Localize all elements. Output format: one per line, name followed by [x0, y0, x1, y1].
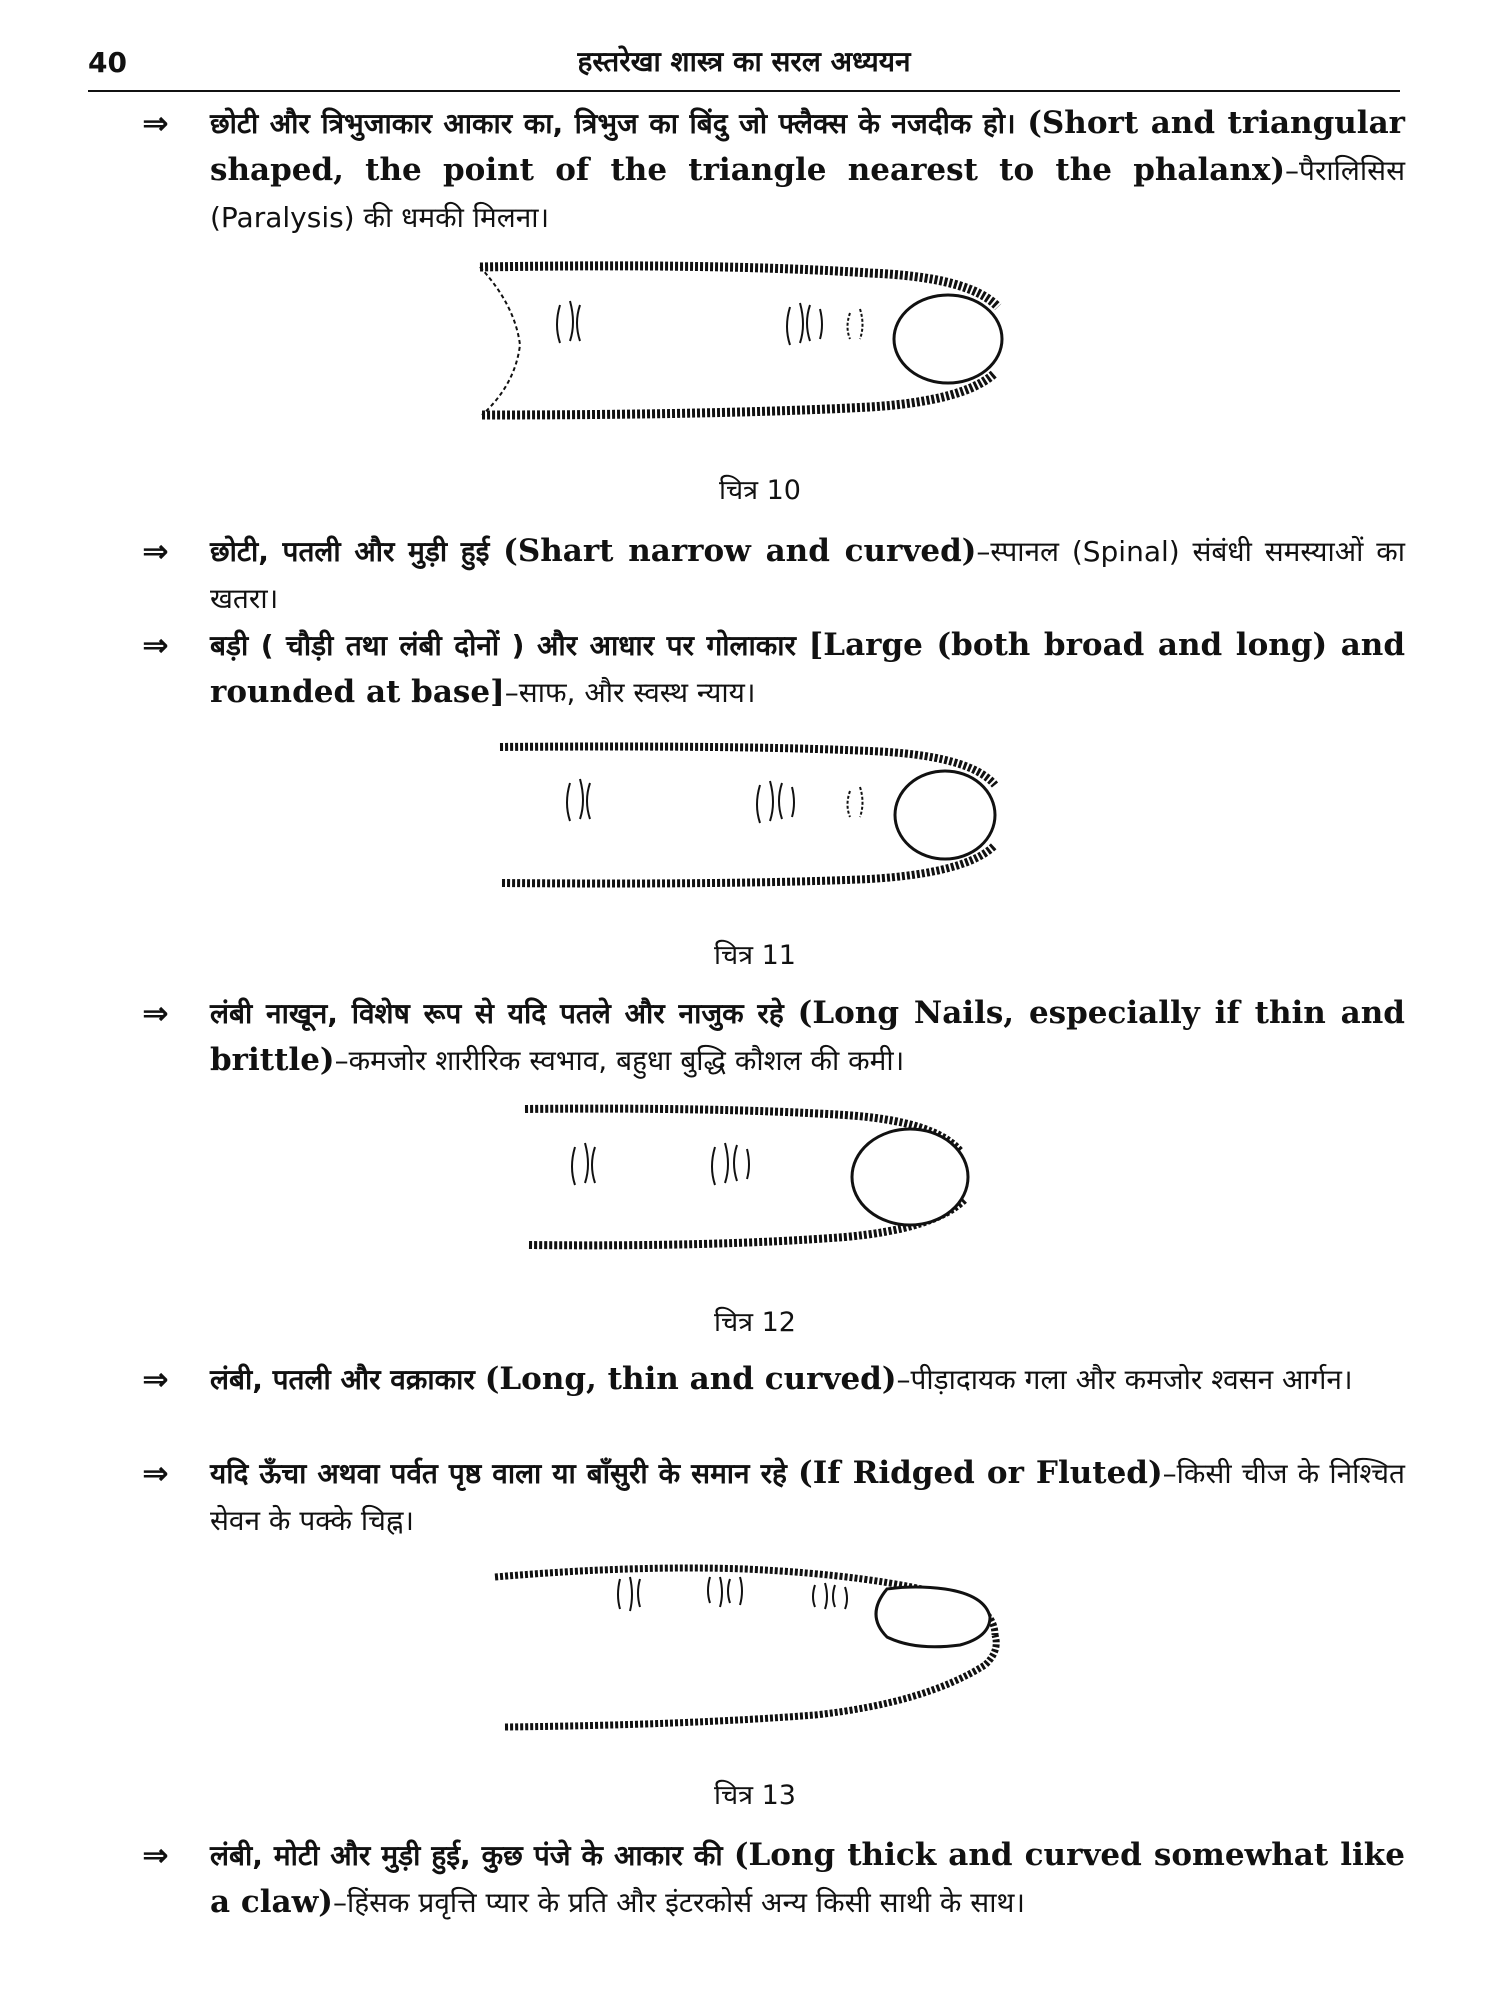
entry-hindi-heading: यदि ऊँचा अथवा पर्वत पृष्ठ वाला या बाँसुरी के समान रहे	[210, 1457, 787, 1490]
nail-entry	[142, 990, 1405, 1084]
entry-english-heading: (Short and triangular shaped, the point of the triangle nearest to the phalanx)	[210, 105, 1406, 188]
figure-caption: चित्र 11	[714, 940, 796, 971]
figure-caption: चित्र 13	[714, 1780, 796, 1811]
entry-description: –किसी चीज के निश्चित सेवन के पक्के चिह्न।	[210, 1457, 1406, 1537]
nail-entry	[142, 1356, 1405, 1403]
finger-illustration	[515, 1095, 985, 1255]
arrow-icon: ⇒	[142, 1360, 169, 1398]
page-header	[88, 38, 1400, 92]
entry-description: –स्पानल (Spinal) संबंधी समस्याओं का खतरा।	[210, 535, 1405, 615]
entry-hindi-heading: लंबी, मोटी और मुड़ी हुई, कुछ पंजे के आकार की	[210, 1839, 723, 1872]
entry-description: –साफ, और स्वस्थ न्याय।	[504, 676, 756, 709]
arrow-icon: ⇒	[142, 1836, 169, 1874]
arrow-icon: ⇒	[142, 532, 169, 570]
arrow-icon: ⇒	[142, 626, 169, 664]
arrow-icon: ⇒	[142, 994, 169, 1032]
entry-english-heading: (If Ridged or Fluted)	[798, 1455, 1163, 1491]
entry-english-heading: (Long, thin and curved)	[484, 1361, 897, 1397]
entry-hindi-heading: छोटी, पतली और मुड़ी हुई	[210, 535, 490, 568]
figure-caption: चित्र 10	[719, 475, 801, 506]
nail-entry	[142, 622, 1405, 716]
entry-description: –कमजोर शारीरिक स्वभाव, बहुधा बुद्धि कौशल की कमी।	[334, 1044, 905, 1077]
figure-caption: चित्र 12	[714, 1307, 796, 1338]
entry-english-heading: (Long Nails, especially if thin and brittle)	[210, 995, 1405, 1078]
nail-entry	[142, 528, 1405, 622]
entry-hindi-heading: लंबी नाखून, विशेष रूप से यदि पतले और नाजुक रहे	[210, 997, 784, 1030]
arrow-icon: ⇒	[142, 104, 169, 142]
running-title: हस्तरेखा शास्त्र का सरल अध्ययन	[577, 45, 911, 78]
entry-hindi-heading: लंबी, पतली और वक्राकार	[210, 1363, 475, 1396]
entry-english-heading: (Shart narrow and curved)	[503, 533, 977, 569]
nail-entry	[142, 1450, 1406, 1544]
finger-illustration	[490, 735, 1010, 895]
finger-illustration	[485, 1555, 1015, 1740]
entry-english-heading: (Long thick and curved somewhat like a claw)	[210, 1837, 1405, 1920]
entry-english-heading: [Large (both broad and long) and rounded at base]	[210, 627, 1405, 710]
entry-hindi-heading: छोटी और त्रिभुजाकार आकार का, त्रिभुज का बिंदु जो फ्लैक्स के नजदीक हो।	[210, 107, 1016, 140]
nail-entry	[142, 1832, 1405, 1926]
entry-description: –हिंसक प्रवृत्ति प्यार के प्रति और इंटरकोर्स अन्य किसी साथी के साथ।	[332, 1886, 1025, 1919]
entry-description: –पैरालिसिस (Paralysis) की धमकी मिलना।	[210, 154, 1405, 234]
nail-entry	[142, 100, 1406, 241]
entry-hindi-heading: बड़ी ( चौड़ी तथा लंबी दोनों ) और आधार पर गोलाकार	[210, 629, 796, 662]
page-number: 40	[88, 46, 127, 79]
entry-description: –पीड़ादायक गला और कमजोर श्वसन आर्गन।	[896, 1363, 1353, 1396]
arrow-icon: ⇒	[142, 1454, 169, 1492]
finger-illustration	[470, 255, 1030, 425]
